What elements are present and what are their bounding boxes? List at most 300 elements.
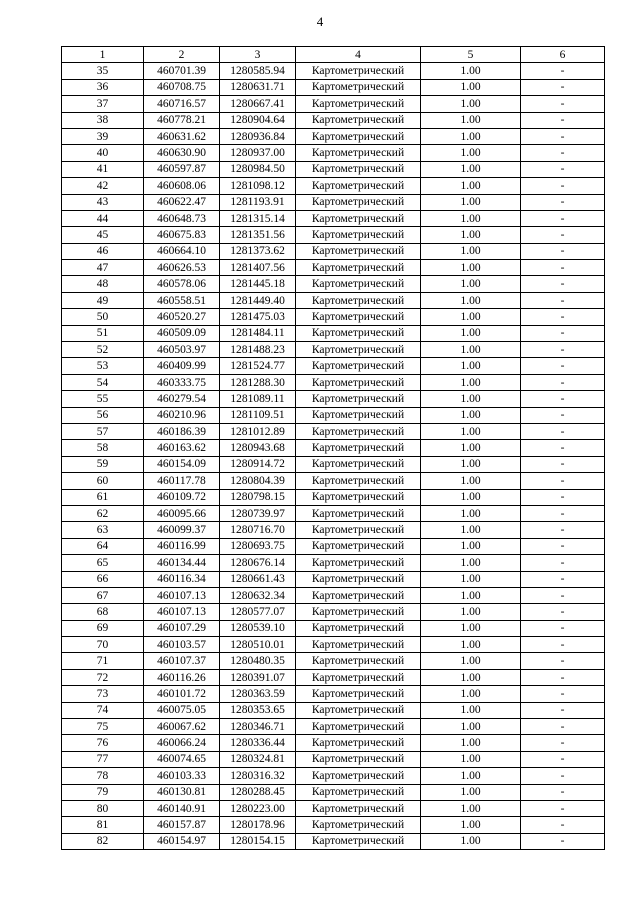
cell-accuracy: 1.00 xyxy=(421,735,521,751)
cell-x-coordinate: 460101.72 xyxy=(144,686,220,702)
cell-point-number: 79 xyxy=(62,784,144,800)
cell-description: - xyxy=(521,161,605,177)
cell-x-coordinate: 460409.99 xyxy=(144,358,220,374)
cell-x-coordinate: 460116.34 xyxy=(144,571,220,587)
cell-accuracy: 1.00 xyxy=(421,522,521,538)
cell-description: - xyxy=(521,260,605,276)
cell-y-coordinate: 1280577.07 xyxy=(220,604,296,620)
cell-accuracy: 1.00 xyxy=(421,374,521,390)
cell-x-coordinate: 460626.53 xyxy=(144,260,220,276)
cell-accuracy: 1.00 xyxy=(421,423,521,439)
cell-accuracy: 1.00 xyxy=(421,276,521,292)
cell-accuracy: 1.00 xyxy=(421,817,521,833)
cell-x-coordinate: 460107.29 xyxy=(144,620,220,636)
cell-description: - xyxy=(521,571,605,587)
table-row xyxy=(62,227,605,243)
table-row xyxy=(62,309,605,325)
cell-accuracy: 1.00 xyxy=(421,145,521,161)
cell-method: Картометрический xyxy=(296,161,421,177)
cell-point-number: 50 xyxy=(62,309,144,325)
cell-x-coordinate: 460103.57 xyxy=(144,637,220,653)
cell-x-coordinate: 460608.06 xyxy=(144,178,220,194)
cell-accuracy: 1.00 xyxy=(421,653,521,669)
cell-description: - xyxy=(521,342,605,358)
column-header-x-coordinate: 2 xyxy=(144,47,220,63)
cell-x-coordinate: 460210.96 xyxy=(144,407,220,423)
cell-accuracy: 1.00 xyxy=(421,637,521,653)
cell-y-coordinate: 1281484.11 xyxy=(220,325,296,341)
cell-accuracy: 1.00 xyxy=(421,342,521,358)
cell-accuracy: 1.00 xyxy=(421,751,521,767)
cell-method: Картометрический xyxy=(296,145,421,161)
cell-accuracy: 1.00 xyxy=(421,309,521,325)
cell-method: Картометрический xyxy=(296,407,421,423)
table-row xyxy=(62,571,605,587)
column-header-y-coordinate: 3 xyxy=(220,47,296,63)
cell-method: Картометрический xyxy=(296,309,421,325)
cell-accuracy: 1.00 xyxy=(421,768,521,784)
cell-description: - xyxy=(521,833,605,849)
table-row xyxy=(62,587,605,603)
cell-description: - xyxy=(521,210,605,226)
table-row xyxy=(62,784,605,800)
table-row xyxy=(62,128,605,144)
cell-description: - xyxy=(521,128,605,144)
cell-description: - xyxy=(521,79,605,95)
cell-description: - xyxy=(521,292,605,308)
cell-y-coordinate: 1280288.45 xyxy=(220,784,296,800)
cell-accuracy: 1.00 xyxy=(421,440,521,456)
cell-method: Картометрический xyxy=(296,784,421,800)
cell-accuracy: 1.00 xyxy=(421,243,521,259)
cell-x-coordinate: 460117.78 xyxy=(144,473,220,489)
cell-point-number: 51 xyxy=(62,325,144,341)
cell-point-number: 76 xyxy=(62,735,144,751)
cell-x-coordinate: 460778.21 xyxy=(144,112,220,128)
cell-point-number: 73 xyxy=(62,686,144,702)
cell-point-number: 38 xyxy=(62,112,144,128)
table-row xyxy=(62,112,605,128)
cell-point-number: 61 xyxy=(62,489,144,505)
cell-description: - xyxy=(521,555,605,571)
cell-y-coordinate: 1280510.01 xyxy=(220,637,296,653)
cell-x-coordinate: 460107.37 xyxy=(144,653,220,669)
cell-point-number: 60 xyxy=(62,473,144,489)
table-row xyxy=(62,653,605,669)
table-row xyxy=(62,817,605,833)
table-row xyxy=(62,210,605,226)
cell-method: Картометрический xyxy=(296,210,421,226)
table-row xyxy=(62,292,605,308)
table-row xyxy=(62,555,605,571)
cell-description: - xyxy=(521,227,605,243)
cell-method: Картометрический xyxy=(296,178,421,194)
cell-accuracy: 1.00 xyxy=(421,63,521,79)
cell-description: - xyxy=(521,620,605,636)
cell-x-coordinate: 460140.91 xyxy=(144,800,220,816)
cell-x-coordinate: 460163.62 xyxy=(144,440,220,456)
cell-point-number: 40 xyxy=(62,145,144,161)
cell-description: - xyxy=(521,309,605,325)
cell-point-number: 52 xyxy=(62,342,144,358)
cell-x-coordinate: 460107.13 xyxy=(144,587,220,603)
cell-y-coordinate: 1280480.35 xyxy=(220,653,296,669)
cell-description: - xyxy=(521,669,605,685)
cell-accuracy: 1.00 xyxy=(421,456,521,472)
table-row xyxy=(62,407,605,423)
cell-point-number: 64 xyxy=(62,538,144,554)
cell-y-coordinate: 1280693.75 xyxy=(220,538,296,554)
cell-accuracy: 1.00 xyxy=(421,587,521,603)
cell-y-coordinate: 1281012.89 xyxy=(220,423,296,439)
cell-description: - xyxy=(521,96,605,112)
cell-description: - xyxy=(521,505,605,521)
cell-accuracy: 1.00 xyxy=(421,555,521,571)
cell-x-coordinate: 460622.47 xyxy=(144,194,220,210)
cell-point-number: 48 xyxy=(62,276,144,292)
cell-method: Картометрический xyxy=(296,276,421,292)
cell-y-coordinate: 1281488.23 xyxy=(220,342,296,358)
cell-x-coordinate: 460074.65 xyxy=(144,751,220,767)
cell-description: - xyxy=(521,538,605,554)
cell-point-number: 78 xyxy=(62,768,144,784)
cell-y-coordinate: 1280539.10 xyxy=(220,620,296,636)
cell-y-coordinate: 1280346.71 xyxy=(220,719,296,735)
cell-description: - xyxy=(521,63,605,79)
table-row xyxy=(62,768,605,784)
cell-y-coordinate: 1281098.12 xyxy=(220,178,296,194)
cell-accuracy: 1.00 xyxy=(421,669,521,685)
cell-accuracy: 1.00 xyxy=(421,784,521,800)
cell-method: Картометрический xyxy=(296,555,421,571)
cell-method: Картометрический xyxy=(296,473,421,489)
cell-y-coordinate: 1280178.96 xyxy=(220,817,296,833)
cell-y-coordinate: 1280316.32 xyxy=(220,768,296,784)
cell-method: Картометрический xyxy=(296,719,421,735)
cell-point-number: 77 xyxy=(62,751,144,767)
column-header-method: 4 xyxy=(296,47,421,63)
table-row xyxy=(62,145,605,161)
table-row xyxy=(62,178,605,194)
cell-y-coordinate: 1280353.65 xyxy=(220,702,296,718)
cell-method: Картометрический xyxy=(296,833,421,849)
cell-accuracy: 1.00 xyxy=(421,505,521,521)
cell-method: Картометрический xyxy=(296,112,421,128)
cell-method: Картометрический xyxy=(296,194,421,210)
cell-point-number: 47 xyxy=(62,260,144,276)
cell-x-coordinate: 460157.87 xyxy=(144,817,220,833)
cell-y-coordinate: 1280904.64 xyxy=(220,112,296,128)
cell-description: - xyxy=(521,653,605,669)
cell-description: - xyxy=(521,522,605,538)
cell-description: - xyxy=(521,374,605,390)
cell-method: Картометрический xyxy=(296,505,421,521)
cell-method: Картометрический xyxy=(296,292,421,308)
cell-method: Картометрический xyxy=(296,522,421,538)
table-row xyxy=(62,276,605,292)
table-row xyxy=(62,96,605,112)
cell-method: Картометрический xyxy=(296,489,421,505)
cell-accuracy: 1.00 xyxy=(421,161,521,177)
cell-x-coordinate: 460107.13 xyxy=(144,604,220,620)
cell-point-number: 68 xyxy=(62,604,144,620)
table-row xyxy=(62,423,605,439)
cell-accuracy: 1.00 xyxy=(421,178,521,194)
cell-accuracy: 1.00 xyxy=(421,604,521,620)
cell-point-number: 57 xyxy=(62,423,144,439)
cell-method: Картометрический xyxy=(296,653,421,669)
cell-y-coordinate: 1281089.11 xyxy=(220,391,296,407)
cell-y-coordinate: 1281315.14 xyxy=(220,210,296,226)
cell-y-coordinate: 1280324.81 xyxy=(220,751,296,767)
cell-accuracy: 1.00 xyxy=(421,292,521,308)
cell-method: Картометрический xyxy=(296,669,421,685)
cell-description: - xyxy=(521,112,605,128)
cell-y-coordinate: 1281288.30 xyxy=(220,374,296,390)
cell-accuracy: 1.00 xyxy=(421,358,521,374)
cell-method: Картометрический xyxy=(296,374,421,390)
cell-point-number: 71 xyxy=(62,653,144,669)
table-row xyxy=(62,456,605,472)
cell-method: Картометрический xyxy=(296,538,421,554)
cell-y-coordinate: 1281524.77 xyxy=(220,358,296,374)
cell-y-coordinate: 1281109.51 xyxy=(220,407,296,423)
cell-description: - xyxy=(521,440,605,456)
cell-description: - xyxy=(521,587,605,603)
cell-accuracy: 1.00 xyxy=(421,702,521,718)
table-row xyxy=(62,686,605,702)
cell-y-coordinate: 1281445.18 xyxy=(220,276,296,292)
cell-point-number: 37 xyxy=(62,96,144,112)
cell-description: - xyxy=(521,325,605,341)
cell-description: - xyxy=(521,473,605,489)
table-row xyxy=(62,243,605,259)
cell-method: Картометрический xyxy=(296,358,421,374)
table-row xyxy=(62,702,605,718)
cell-description: - xyxy=(521,686,605,702)
cell-x-coordinate: 460116.26 xyxy=(144,669,220,685)
cell-method: Картометрический xyxy=(296,96,421,112)
cell-y-coordinate: 1280363.59 xyxy=(220,686,296,702)
cell-x-coordinate: 460503.97 xyxy=(144,342,220,358)
cell-method: Картометрический xyxy=(296,440,421,456)
cell-y-coordinate: 1280937.00 xyxy=(220,145,296,161)
cell-point-number: 67 xyxy=(62,587,144,603)
cell-accuracy: 1.00 xyxy=(421,79,521,95)
cell-method: Картометрический xyxy=(296,128,421,144)
cell-method: Картометрический xyxy=(296,620,421,636)
cell-y-coordinate: 1280739.97 xyxy=(220,505,296,521)
table-row xyxy=(62,440,605,456)
cell-point-number: 70 xyxy=(62,637,144,653)
cell-method: Картометрический xyxy=(296,735,421,751)
cell-method: Картометрический xyxy=(296,79,421,95)
table-row xyxy=(62,833,605,849)
table-row xyxy=(62,505,605,521)
cell-y-coordinate: 1280661.43 xyxy=(220,571,296,587)
cell-x-coordinate: 460186.39 xyxy=(144,423,220,439)
cell-method: Картометрический xyxy=(296,587,421,603)
cell-accuracy: 1.00 xyxy=(421,210,521,226)
cell-point-number: 59 xyxy=(62,456,144,472)
cell-description: - xyxy=(521,423,605,439)
table-row xyxy=(62,489,605,505)
cell-method: Картометрический xyxy=(296,768,421,784)
cell-y-coordinate: 1281407.56 xyxy=(220,260,296,276)
cell-method: Картометрический xyxy=(296,325,421,341)
cell-accuracy: 1.00 xyxy=(421,686,521,702)
cell-description: - xyxy=(521,751,605,767)
cell-x-coordinate: 460701.39 xyxy=(144,63,220,79)
cell-y-coordinate: 1281449.40 xyxy=(220,292,296,308)
cell-accuracy: 1.00 xyxy=(421,112,521,128)
cell-description: - xyxy=(521,768,605,784)
table-row xyxy=(62,620,605,636)
table-row xyxy=(62,669,605,685)
cell-method: Картометрический xyxy=(296,391,421,407)
cell-x-coordinate: 460130.81 xyxy=(144,784,220,800)
cell-method: Картометрический xyxy=(296,342,421,358)
cell-accuracy: 1.00 xyxy=(421,538,521,554)
cell-point-number: 45 xyxy=(62,227,144,243)
cell-x-coordinate: 460631.62 xyxy=(144,128,220,144)
cell-y-coordinate: 1281193.91 xyxy=(220,194,296,210)
column-header-description: 6 xyxy=(521,47,605,63)
cell-y-coordinate: 1281351.56 xyxy=(220,227,296,243)
cell-x-coordinate: 460134.44 xyxy=(144,555,220,571)
table-row xyxy=(62,719,605,735)
cell-y-coordinate: 1280716.70 xyxy=(220,522,296,538)
table-row xyxy=(62,260,605,276)
cell-point-number: 53 xyxy=(62,358,144,374)
cell-x-coordinate: 460578.06 xyxy=(144,276,220,292)
cell-method: Картометрический xyxy=(296,702,421,718)
cell-point-number: 80 xyxy=(62,800,144,816)
cell-point-number: 69 xyxy=(62,620,144,636)
cell-point-number: 56 xyxy=(62,407,144,423)
cell-accuracy: 1.00 xyxy=(421,620,521,636)
cell-x-coordinate: 460109.72 xyxy=(144,489,220,505)
cell-point-number: 74 xyxy=(62,702,144,718)
page-number: 4 xyxy=(316,14,324,29)
cell-accuracy: 1.00 xyxy=(421,391,521,407)
cell-description: - xyxy=(521,800,605,816)
cell-description: - xyxy=(521,735,605,751)
cell-accuracy: 1.00 xyxy=(421,194,521,210)
cell-point-number: 58 xyxy=(62,440,144,456)
cell-x-coordinate: 460597.87 xyxy=(144,161,220,177)
cell-point-number: 44 xyxy=(62,210,144,226)
cell-x-coordinate: 460099.37 xyxy=(144,522,220,538)
cell-point-number: 46 xyxy=(62,243,144,259)
cell-accuracy: 1.00 xyxy=(421,571,521,587)
cell-point-number: 49 xyxy=(62,292,144,308)
cell-point-number: 43 xyxy=(62,194,144,210)
cell-method: Картометрический xyxy=(296,260,421,276)
cell-description: - xyxy=(521,178,605,194)
cell-method: Картометрический xyxy=(296,63,421,79)
table-row xyxy=(62,473,605,489)
cell-point-number: 66 xyxy=(62,571,144,587)
table-row xyxy=(62,374,605,390)
cell-description: - xyxy=(521,194,605,210)
cell-accuracy: 1.00 xyxy=(421,128,521,144)
table-row xyxy=(62,800,605,816)
cell-y-coordinate: 1280223.00 xyxy=(220,800,296,816)
cell-y-coordinate: 1280984.50 xyxy=(220,161,296,177)
table-row xyxy=(62,79,605,95)
cell-accuracy: 1.00 xyxy=(421,260,521,276)
cell-y-coordinate: 1281475.03 xyxy=(220,309,296,325)
table-row xyxy=(62,538,605,554)
cell-accuracy: 1.00 xyxy=(421,489,521,505)
cell-x-coordinate: 460558.51 xyxy=(144,292,220,308)
cell-y-coordinate: 1280336.44 xyxy=(220,735,296,751)
cell-method: Картометрический xyxy=(296,751,421,767)
cell-y-coordinate: 1280154.15 xyxy=(220,833,296,849)
cell-method: Картометрический xyxy=(296,637,421,653)
cell-description: - xyxy=(521,391,605,407)
cell-y-coordinate: 1280667.41 xyxy=(220,96,296,112)
cell-x-coordinate: 460664.10 xyxy=(144,243,220,259)
cell-point-number: 81 xyxy=(62,817,144,833)
cell-point-number: 75 xyxy=(62,719,144,735)
cell-point-number: 65 xyxy=(62,555,144,571)
cell-x-coordinate: 460520.27 xyxy=(144,309,220,325)
cell-y-coordinate: 1280631.71 xyxy=(220,79,296,95)
cell-accuracy: 1.00 xyxy=(421,719,521,735)
table-row xyxy=(62,325,605,341)
cell-description: - xyxy=(521,817,605,833)
cell-point-number: 54 xyxy=(62,374,144,390)
cell-y-coordinate: 1280943.68 xyxy=(220,440,296,456)
table-row xyxy=(62,161,605,177)
cell-x-coordinate: 460630.90 xyxy=(144,145,220,161)
cell-method: Картометрический xyxy=(296,243,421,259)
cell-accuracy: 1.00 xyxy=(421,325,521,341)
cell-description: - xyxy=(521,489,605,505)
cell-point-number: 36 xyxy=(62,79,144,95)
cell-point-number: 72 xyxy=(62,669,144,685)
table-row xyxy=(62,735,605,751)
cell-x-coordinate: 460333.75 xyxy=(144,374,220,390)
table-row xyxy=(62,63,605,79)
cell-description: - xyxy=(521,276,605,292)
cell-method: Картометрический xyxy=(296,800,421,816)
cell-x-coordinate: 460708.75 xyxy=(144,79,220,95)
cell-accuracy: 1.00 xyxy=(421,833,521,849)
cell-point-number: 62 xyxy=(62,505,144,521)
cell-description: - xyxy=(521,604,605,620)
cell-y-coordinate: 1280585.94 xyxy=(220,63,296,79)
cell-x-coordinate: 460116.99 xyxy=(144,538,220,554)
cell-method: Картометрический xyxy=(296,456,421,472)
cell-x-coordinate: 460279.54 xyxy=(144,391,220,407)
cell-y-coordinate: 1280391.07 xyxy=(220,669,296,685)
cell-y-coordinate: 1280914.72 xyxy=(220,456,296,472)
cell-point-number: 42 xyxy=(62,178,144,194)
cell-x-coordinate: 460675.83 xyxy=(144,227,220,243)
cell-description: - xyxy=(521,637,605,653)
cell-x-coordinate: 460103.33 xyxy=(144,768,220,784)
cell-accuracy: 1.00 xyxy=(421,800,521,816)
cell-x-coordinate: 460066.24 xyxy=(144,735,220,751)
cell-point-number: 82 xyxy=(62,833,144,849)
cell-x-coordinate: 460095.66 xyxy=(144,505,220,521)
cell-point-number: 41 xyxy=(62,161,144,177)
cell-method: Картометрический xyxy=(296,227,421,243)
cell-y-coordinate: 1280676.14 xyxy=(220,555,296,571)
